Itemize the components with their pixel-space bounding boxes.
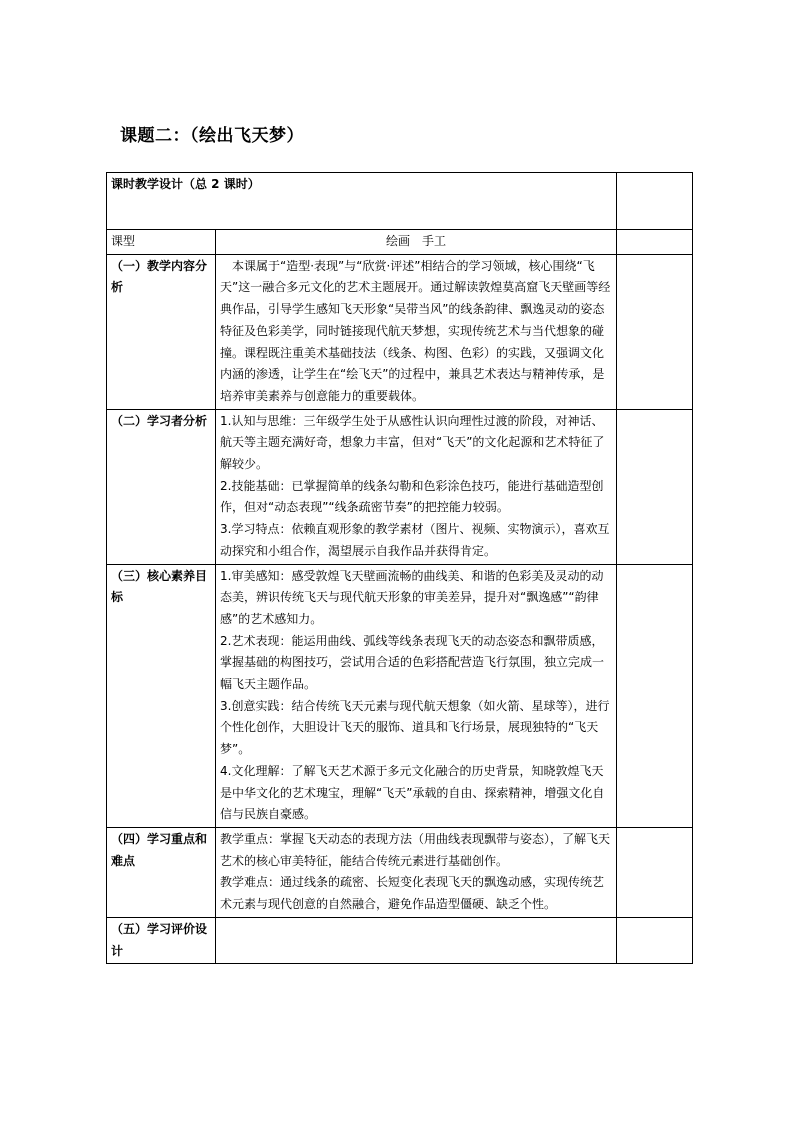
empty-cell (617, 173, 693, 230)
section-paragraph: 3.学习特点：依赖直观形象的教学素材（图片、视频、实物演示），喜欢互动探究和小组合作，渴望展示自我作品并获得肯定。 (220, 522, 610, 558)
section-label: （三）核心素养目标 (107, 564, 216, 827)
section-row-core-literacy-goals (107, 564, 693, 827)
lesson-plan-table (106, 172, 693, 964)
section-label: （二）学习者分析 (107, 409, 216, 564)
section-row-evaluation-design (107, 917, 693, 963)
section-row-key-difficult-points (107, 827, 693, 917)
section-paragraph: 教学重点：掌握飞天动态的表现方法（用曲线表现飘带与姿态），了解飞天艺术的核心审美特征，能结合传统元素进行基础创作。 (220, 831, 611, 868)
section-row-learner-analysis (107, 409, 693, 564)
section-content (216, 254, 617, 409)
section-row-content-analysis (107, 254, 693, 409)
lesson-type-row (107, 230, 693, 255)
page-title: 课题二：（绘出飞天梦） (120, 126, 304, 146)
section-label: （四）学习重点和难点 (107, 827, 216, 917)
lesson-header-cell: 课时教学设计（总 2 课时） (107, 173, 617, 230)
empty-cell (617, 409, 693, 564)
table-header-row (107, 173, 693, 230)
section-content (216, 564, 617, 827)
empty-cell (617, 230, 693, 255)
section-content (216, 409, 617, 564)
section-label: （一）教学内容分析 (107, 254, 216, 409)
section-content (216, 917, 617, 963)
empty-cell (617, 917, 693, 963)
empty-cell (617, 564, 693, 827)
section-label: （五）学习评价设计 (107, 917, 216, 963)
empty-cell (617, 254, 693, 409)
section-paragraph: 1.认知与思维：三年级学生处于从感性认识向理性过渡的阶段，对神话、航天等主题充满好奇，想象力丰富，但对“飞天”的文化起源和艺术特征了解较少。 (220, 413, 605, 472)
section-paragraph: 本课属于“造型·表现”与“欣赏·评述”相结合的学习领域，核心围绕“飞天”这一融合多元文化的艺术主题展开。通过解读敦煌莫高窟飞天壁画等经典作品，引导学生感知飞天形象“吴带当风”的线条韵律、飘逸灵动的姿态特征及色彩美学，同时链接现代航天梦想，实现传统艺术与当代想象的碰撞。课程既注重美术基础技法（线条、构图、色彩）的实践，又强调文化内涵的渗透，让学生在“绘飞天”的过程中，兼具艺术表达与精神传承，是培养审美素养与创意能力的重要载体。 (220, 258, 611, 403)
section-paragraph: 2.技能基础：已掌握简单的线条勾勒和色彩涂色技巧，能进行基础造型创作，但对“动态表现”“线条疏密节奏”的把控能力较弱。 (220, 478, 604, 515)
section-content (216, 827, 617, 917)
section-paragraph: 教学难点：通过线条的疏密、长短变化表现飞天的飘逸动感，实现传统艺术元素与现代创意的自然融合，避免作品造型僵硬、缺乏个性。 (220, 875, 605, 912)
section-paragraph: 4.文化理解：了解飞天艺术源于多元文化融合的历史背景，知晓敦煌飞天是中华文化的艺术瑰宝，理解“飞天”承载的自由、探索精神，增强文化自信与民族自豪感。 (220, 763, 605, 822)
lesson-type-value: 绘画 手工 (216, 230, 617, 255)
section-paragraph: 1.审美感知：感受敦煌飞天壁画流畅的曲线美、和谐的色彩美及灵动的动态美，辨识传统飞天与现代航天形象的审美差异，提升对“飘逸感”“韵律感”的艺术感知力。 (220, 568, 604, 626)
empty-cell (617, 827, 693, 917)
section-paragraph: 2.艺术表现：能运用曲线、弧线等线条表现飞天的动态姿态和飘带质感，掌握基础的构图技巧，尝试用合适的色彩搭配营造飞行氛围，独立完成一幅飞天主题作品。 (220, 633, 605, 692)
lesson-type-label: 课型 (107, 230, 216, 255)
section-paragraph: 3.创意实践：结合传统飞天元素与现代航天想象（如火箭、星球等），进行个性化创作，大胆设计飞天的服饰、道具和飞行场景，展现独特的“飞天梦”。 (220, 698, 610, 757)
